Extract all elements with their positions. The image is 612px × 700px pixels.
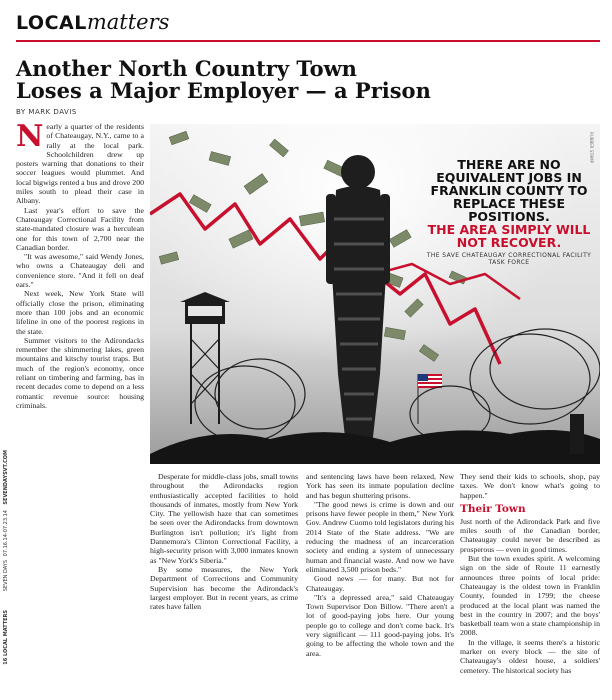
issue-name: SEVEN DAYS (3, 560, 9, 592)
article-paragraph: In the village, it seems there's a historic marker on every block — the site of Chateaugay's oldest house, a soldiers' cemetery. The historical society has (460, 637, 600, 675)
pull-quote (425, 158, 593, 266)
page-folio: 16 LOCAL MATTERS (3, 610, 9, 665)
article-paragraph: "The good news is crime is down and our prisons have fewer people in them," New York Gov. Andrew Cuomo told legislators during his 2014 State of the State address. "We are reducing the madness of an incarceration society and ending a system of unnecessary human and financial waste. And now we have eliminated 3,500 prison beds." (306, 499, 454, 574)
section-header (16, 10, 169, 40)
article-column-4 (460, 472, 600, 675)
article-subhead: Their Town (460, 502, 526, 515)
article-headline (16, 58, 456, 102)
headline-line-2: Loses a Major Employer — a Prison (16, 78, 431, 103)
section-title-matters: matters (86, 10, 170, 34)
article-column-1 (16, 119, 144, 410)
article-paragraph: But the town exudes spirit. A welcoming sign on the side of Route 11 earnestly announces three points of local pride: Chateaugay is the oldest town in Franklin County, founded in 1799; the cheese produced at the local plant was named the best in the country in 2007; and the boys' basketball team won a state championship in 2008. (460, 554, 600, 638)
site-url: SEVENDAYSVT.COM (3, 450, 9, 505)
article-paragraph: Last year's effort to save the Chateaugay Correctional Facility from state-mandated closure was a herculean one for this town of 2,700 near the Canadian border. (16, 205, 144, 252)
prison-illustration (150, 124, 600, 464)
article-paragraph: Desperate for middle-class jobs, small towns throughout the Adirondacks region enthusiastically accepted facilities to hold thousands of inmates, mostly from New York City. The yellowish haze that can sometimes be seen over the Adirondacks from downtown Burlington isn't pollution; it's light from Dannemora's Clinton Correctional Facility, a high-security prison with 3,000 inmates known as "New York's Siberia." (150, 472, 298, 565)
article-paragraph: Next week, New York State will officially close the prison, eliminating more than 100 jobs and an economic lifeline in one of the poorest regions in the state. (16, 289, 144, 336)
article-paragraph: Summer visitors to the Adirondacks remember the shimmering lakes, green mountains and kitschy tourist traps. But much of the region's economy, once reliant on timbering and farming, has in recent decades come to depend on a less romantic revenue source: housing criminals. (16, 335, 144, 410)
article-paragraph: They send their kids to schools, shop, pay taxes. We don't know what's going to happen." (460, 472, 600, 500)
article-column-3 (306, 472, 454, 658)
illustration-credit: RUBBER STAMP (589, 132, 594, 164)
section-title-local: LOCAL (16, 12, 87, 34)
pull-quote-attribution: THE SAVE CHATEAUGAY CORRECTIONAL FACILITY TASK FORCE (426, 252, 592, 266)
article-paragraph: early a quarter of the residents of Chateaugay, N.Y., came to a rally at the local park. Schoolchildren drew up posters warning that donations to their soccer leagues would plummet. And local bigwigs rented a bus and drove 200 miles south to plead their case in Albany. (16, 122, 144, 206)
issue-dates: 07.16.14-07.23.14 (3, 510, 9, 557)
article-paragraph: Just north of the Adirondack Park and five miles south of the Canadian border, Chateaugay could never be described as prosperous — even in good times. (460, 516, 600, 554)
article-column-2 (150, 472, 298, 611)
article-paragraph: Good news — for many. But not for Chateaugay. (306, 574, 454, 593)
article-paragraph: "It's a depressed area," said Chateaugay Town Supervisor Don Billow. "There aren't a lot of good-paying jobs here. Our young people go to college and don't come back. It's very significant — 111 good-paying jobs. It's going to be affecting the whole town and the area. (306, 592, 454, 658)
article-paragraph: By some measures, the New York Department of Corrections and Community Supervision has become the Adirondack's largest employer. But in recent years, as crime rates have fallen (150, 564, 298, 612)
pull-quote-text: THERE ARE NO EQUIVALENT JOBS IN FRANKLIN COUNTY TO REPLACE THESE POSITIONS. (430, 157, 588, 224)
article-byline: BY MARK DAVIS (16, 108, 77, 116)
pull-quote-emphasis: THE AREA SIMPLY WILL NOT RECOVER. (427, 222, 591, 250)
section-divider (16, 40, 600, 42)
drop-cap: N (16, 119, 44, 154)
article-paragraph: and sentencing laws have been relaxed, New York has seen its inmate population decline and has begun shuttering prisons. (306, 472, 454, 500)
article-paragraph: "It was awesome," said Wendy Jones, who owns a Chateaugay deli and convenience store. "And it fell on deaf ears." (16, 252, 144, 290)
headline-line-1: Another North Country Town (16, 56, 357, 81)
